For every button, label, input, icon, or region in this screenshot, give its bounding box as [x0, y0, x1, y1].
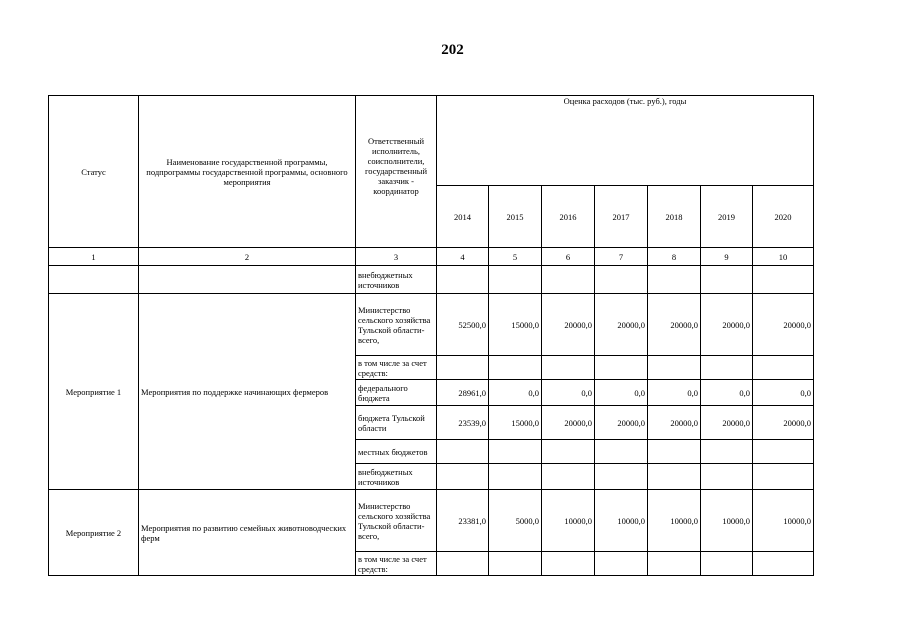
value-cell: [437, 266, 489, 294]
value-cell: 15000,0: [489, 294, 542, 356]
activity-status: Мероприятие 2: [49, 490, 139, 576]
value-cell: [437, 552, 489, 576]
table-row: [49, 490, 814, 552]
value-cell: [648, 440, 701, 464]
funding-source: внебюджетных источников: [356, 266, 437, 294]
value-cell: 15000,0: [489, 406, 542, 440]
funding-source: внебюджетных источников: [356, 464, 437, 490]
header-name: Наименование государственной программы, подпрограммы государственной программы, основного мероприятия: [139, 96, 356, 248]
value-cell: 20000,0: [753, 406, 814, 440]
header-year: 2015: [489, 186, 542, 248]
funding-source: в том числе за счет средств:: [356, 356, 437, 380]
value-cell: [489, 464, 542, 490]
value-cell: [753, 266, 814, 294]
value-cell: 20000,0: [648, 294, 701, 356]
activity-name: Мероприятия по поддержке начинающих фермеров: [139, 294, 356, 490]
value-cell: [701, 464, 753, 490]
value-cell: [648, 552, 701, 576]
value-cell: 0,0: [542, 380, 595, 406]
value-cell: [489, 356, 542, 380]
value-cell: 0,0: [701, 380, 753, 406]
column-number-row: [49, 248, 814, 266]
budget-table: [48, 95, 814, 576]
value-cell: 23539,0: [437, 406, 489, 440]
header-year: 2020: [753, 186, 814, 248]
header-status: Статус: [49, 96, 139, 248]
column-number: 1: [49, 248, 139, 266]
column-number: 7: [595, 248, 648, 266]
value-cell: [753, 464, 814, 490]
value-cell: [595, 440, 648, 464]
value-cell: [701, 440, 753, 464]
value-cell: [542, 356, 595, 380]
value-cell: [437, 464, 489, 490]
name-cell: [139, 266, 356, 294]
value-cell: 52500,0: [437, 294, 489, 356]
funding-source: в том числе за счет средств:: [356, 552, 437, 576]
value-cell: 5000,0: [489, 490, 542, 552]
value-cell: 10000,0: [701, 490, 753, 552]
value-cell: 20000,0: [701, 294, 753, 356]
funding-source: местных бюджетов: [356, 440, 437, 464]
column-number: 2: [139, 248, 356, 266]
value-cell: [595, 464, 648, 490]
value-cell: 20000,0: [595, 294, 648, 356]
value-cell: 23381,0: [437, 490, 489, 552]
header-year: 2018: [648, 186, 701, 248]
value-cell: 0,0: [595, 380, 648, 406]
header-year: 2014: [437, 186, 489, 248]
value-cell: 20000,0: [542, 406, 595, 440]
funding-source: федерального бюджета: [356, 380, 437, 406]
value-cell: [489, 440, 542, 464]
value-cell: [753, 552, 814, 576]
value-cell: [595, 356, 648, 380]
value-cell: 0,0: [648, 380, 701, 406]
activity-status: Мероприятие 1: [49, 294, 139, 490]
value-cell: [595, 552, 648, 576]
header-responsible: Ответственный исполнитель, соисполнители, государственный заказчик - координатор: [356, 96, 437, 248]
value-cell: 28961,0: [437, 380, 489, 406]
funding-source: Министерство сельского хозяйства Тульской области- всего,: [356, 294, 437, 356]
value-cell: [542, 464, 595, 490]
value-cell: 0,0: [489, 380, 542, 406]
header-estimate: Оценка расходов (тыс. руб.), годы: [437, 96, 814, 186]
value-cell: 20000,0: [701, 406, 753, 440]
value-cell: [701, 552, 753, 576]
value-cell: [437, 440, 489, 464]
value-cell: 20000,0: [542, 294, 595, 356]
table-row: [49, 266, 814, 294]
column-number: 10: [753, 248, 814, 266]
value-cell: 10000,0: [595, 490, 648, 552]
value-cell: [753, 356, 814, 380]
column-number: 9: [701, 248, 753, 266]
page-number: 202: [441, 42, 464, 58]
value-cell: 20000,0: [753, 294, 814, 356]
value-cell: [489, 552, 542, 576]
value-cell: [701, 266, 753, 294]
status-cell: [49, 266, 139, 294]
table-row: [49, 294, 814, 356]
header-year: 2016: [542, 186, 595, 248]
column-number: 5: [489, 248, 542, 266]
column-number: 3: [356, 248, 437, 266]
value-cell: [648, 356, 701, 380]
column-number: 8: [648, 248, 701, 266]
value-cell: [542, 266, 595, 294]
value-cell: 10000,0: [542, 490, 595, 552]
column-number: 4: [437, 248, 489, 266]
value-cell: [701, 356, 753, 380]
value-cell: [595, 266, 648, 294]
header-year: 2019: [701, 186, 753, 248]
value-cell: 10000,0: [753, 490, 814, 552]
value-cell: 10000,0: [648, 490, 701, 552]
value-cell: 20000,0: [595, 406, 648, 440]
value-cell: [489, 266, 542, 294]
value-cell: [648, 464, 701, 490]
funding-source: Министерство сельского хозяйства Тульской области- всего,: [356, 490, 437, 552]
column-number: 6: [542, 248, 595, 266]
value-cell: [648, 266, 701, 294]
value-cell: [542, 440, 595, 464]
value-cell: [753, 440, 814, 464]
activity-name: Мероприятия по развитию семейных животноводческих ферм: [139, 490, 356, 576]
funding-source: бюджета Тульской области: [356, 406, 437, 440]
value-cell: [542, 552, 595, 576]
value-cell: 20000,0: [648, 406, 701, 440]
value-cell: 0,0: [753, 380, 814, 406]
header-year: 2017: [595, 186, 648, 248]
value-cell: [437, 356, 489, 380]
